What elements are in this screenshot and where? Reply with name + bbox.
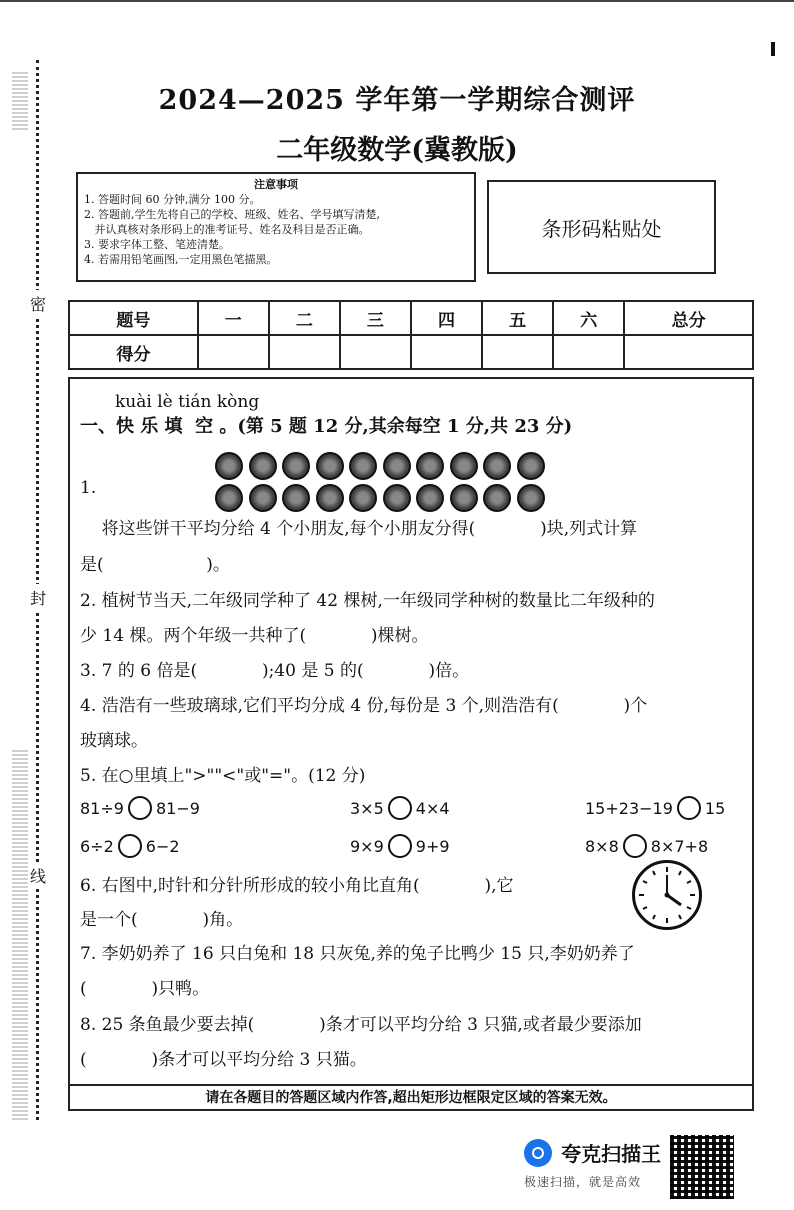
score-cell[interactable]: [624, 335, 753, 369]
question-line: 7. 李奶奶养了 16 只白兔和 18 只灰兔,养的兔子比鸭少 15 只,李奶奶养了: [80, 944, 635, 964]
qr-code-icon: [670, 1135, 734, 1199]
question-line: ( )条才可以平均分给 3 只猫。: [80, 1050, 367, 1070]
score-row: [69, 335, 753, 369]
answer-circle[interactable]: [118, 834, 142, 858]
score-header-cell: 题号: [69, 301, 198, 335]
score-cell[interactable]: [482, 335, 553, 369]
notice-item: 并认真核对条形码上的准考证号、姓名及科目是否正确。: [84, 223, 370, 236]
section-pinyin: kuài lè tián kòng: [115, 392, 260, 412]
question-line: 2. 植树节当天,二年级同学种了 42 棵树,一年级同学种树的数量比二年级种的: [80, 591, 655, 611]
question-line: 玻璃球。: [80, 731, 148, 751]
side-label-feng: 封: [30, 584, 46, 611]
score-header-row: [69, 301, 753, 335]
score-cell[interactable]: [340, 335, 411, 369]
comparison-left: 15+23−19: [585, 798, 673, 818]
comparison-left: 81÷9: [80, 798, 124, 818]
notice-item: 1. 答题时间 60 分钟,满分 100 分。: [84, 193, 261, 206]
cookie-icon: [483, 484, 511, 512]
clock-icon: [632, 860, 702, 930]
score-header-cell: 二: [269, 301, 340, 335]
question-line: 1.: [80, 478, 97, 498]
score-cell[interactable]: [553, 335, 624, 369]
footer-note: 请在各题目的答题区域内作答,超出矩形边框限定区域的答案无效。: [70, 1084, 752, 1110]
question-line: 5. 在○里填上">""<"或"="。(12 分): [80, 766, 366, 786]
cookie-icon: [349, 484, 377, 512]
cookie-icon: [215, 484, 243, 512]
side-label-mi: 密: [30, 290, 46, 317]
comparison-item: [350, 834, 450, 858]
comparison-left: 8×8: [585, 836, 619, 856]
comparison-right: 81−9: [155, 798, 200, 818]
cookie-icon: [282, 452, 310, 480]
clock-face: [635, 863, 699, 927]
barcode-label: 条形码粘贴处: [541, 216, 662, 241]
answer-circle[interactable]: [388, 834, 412, 858]
comparison-left: 3×5: [350, 798, 384, 818]
comparison-item: [350, 796, 450, 820]
score-header-cell: 六: [553, 301, 624, 335]
cookie-icon: [249, 484, 277, 512]
cookie-icon: [316, 452, 344, 480]
question-line: 是一个( )角。: [80, 910, 244, 930]
cookie-icon: [450, 452, 478, 480]
scanner-brand: [524, 1138, 661, 1190]
cookie-icon: [282, 484, 310, 512]
cookie-illustration: [215, 452, 545, 512]
brand-name: 夸克扫描王: [561, 1142, 662, 1166]
cookie-icon: [416, 484, 444, 512]
score-table: [68, 300, 754, 370]
cookie-icon: [349, 452, 377, 480]
notice-item: 4. 若需用铅笔画图,一定用黑色笔描黑。: [84, 253, 278, 266]
cookie-icon: [483, 452, 511, 480]
cookie-icon: [215, 452, 243, 480]
comparison-right: 4×4: [415, 798, 450, 818]
score-header-cell: 总分: [624, 301, 753, 335]
comparison-left: 6÷2: [80, 836, 114, 856]
cookie-icon: [383, 452, 411, 480]
answer-circle[interactable]: [388, 796, 412, 820]
comparison-item: [585, 796, 725, 820]
quark-logo-icon: [524, 1139, 552, 1167]
cookie-icon: [450, 484, 478, 512]
edge-mark: [771, 42, 775, 56]
notice-box: [76, 172, 476, 282]
notice-item: 2. 答题前,学生先将自己的学校、班级、姓名、学号填写清楚,: [84, 208, 380, 221]
top-border: [0, 0, 794, 2]
cookie-icon: [249, 452, 277, 480]
score-row-label: 得分: [69, 335, 198, 369]
barcode-area: [487, 180, 716, 274]
score-cell[interactable]: [198, 335, 269, 369]
score-header-cell: 五: [482, 301, 553, 335]
exam-subtitle: 二年级数学(冀教版): [276, 135, 518, 166]
cookie-icon: [517, 484, 545, 512]
comparison-right: 9+9: [415, 836, 450, 856]
answer-circle[interactable]: [623, 834, 647, 858]
cookie-icon: [383, 484, 411, 512]
comparison-right: 6−2: [145, 836, 180, 856]
comparison-item: [80, 834, 180, 858]
score-header-cell: 四: [411, 301, 482, 335]
comparison-left: 9×9: [350, 836, 384, 856]
section-heading: 一、快 乐 填 空 。(第 5 题 12 分,其余每空 1 分,共 23 分): [80, 416, 573, 437]
cookie-icon: [416, 452, 444, 480]
side-label-xian: 线: [30, 862, 46, 889]
margin-scan-artifact: [12, 750, 28, 1120]
question-line: 是( )。: [80, 555, 230, 575]
question-line: 6. 右图中,时针和分针所形成的较小角比直角( ),它: [80, 876, 514, 896]
answer-circle[interactable]: [128, 796, 152, 820]
question-line: 8. 25 条鱼最少要去掉( )条才可以平均分给 3 只猫,或者最少要添加: [80, 1015, 642, 1035]
brand-slogan: 极速扫描，就是高效: [524, 1175, 642, 1189]
cookie-icon: [517, 452, 545, 480]
comparison-right: 8×7+8: [650, 836, 709, 856]
question-line: 少 14 棵。两个年级一共种了( )棵树。: [80, 626, 429, 646]
notice-title: 注意事项: [254, 178, 298, 191]
comparison-item: [585, 834, 708, 858]
score-header-cell: 三: [340, 301, 411, 335]
exam-title: 2024—2025 学年第一学期综合测评: [158, 85, 636, 116]
answer-circle[interactable]: [677, 796, 701, 820]
score-cell[interactable]: [411, 335, 482, 369]
cookie-icon: [316, 484, 344, 512]
comparison-item: [80, 796, 200, 820]
score-cell[interactable]: [269, 335, 340, 369]
question-line: 3. 7 的 6 倍是( );40 是 5 的( )倍。: [80, 661, 470, 681]
score-header-cell: 一: [198, 301, 269, 335]
question-line: 4. 浩浩有一些玻璃球,它们平均分成 4 份,每份是 3 个,则浩浩有( )个: [80, 696, 648, 716]
question-line: 将这些饼干平均分给 4 个小朋友,每个小朋友分得( )块,列式计算: [80, 519, 638, 539]
notice-item: 3. 要求字体工整、笔迹清楚。: [84, 238, 230, 251]
question-line: ( )只鸭。: [80, 979, 210, 999]
comparison-right: 15: [704, 798, 726, 818]
